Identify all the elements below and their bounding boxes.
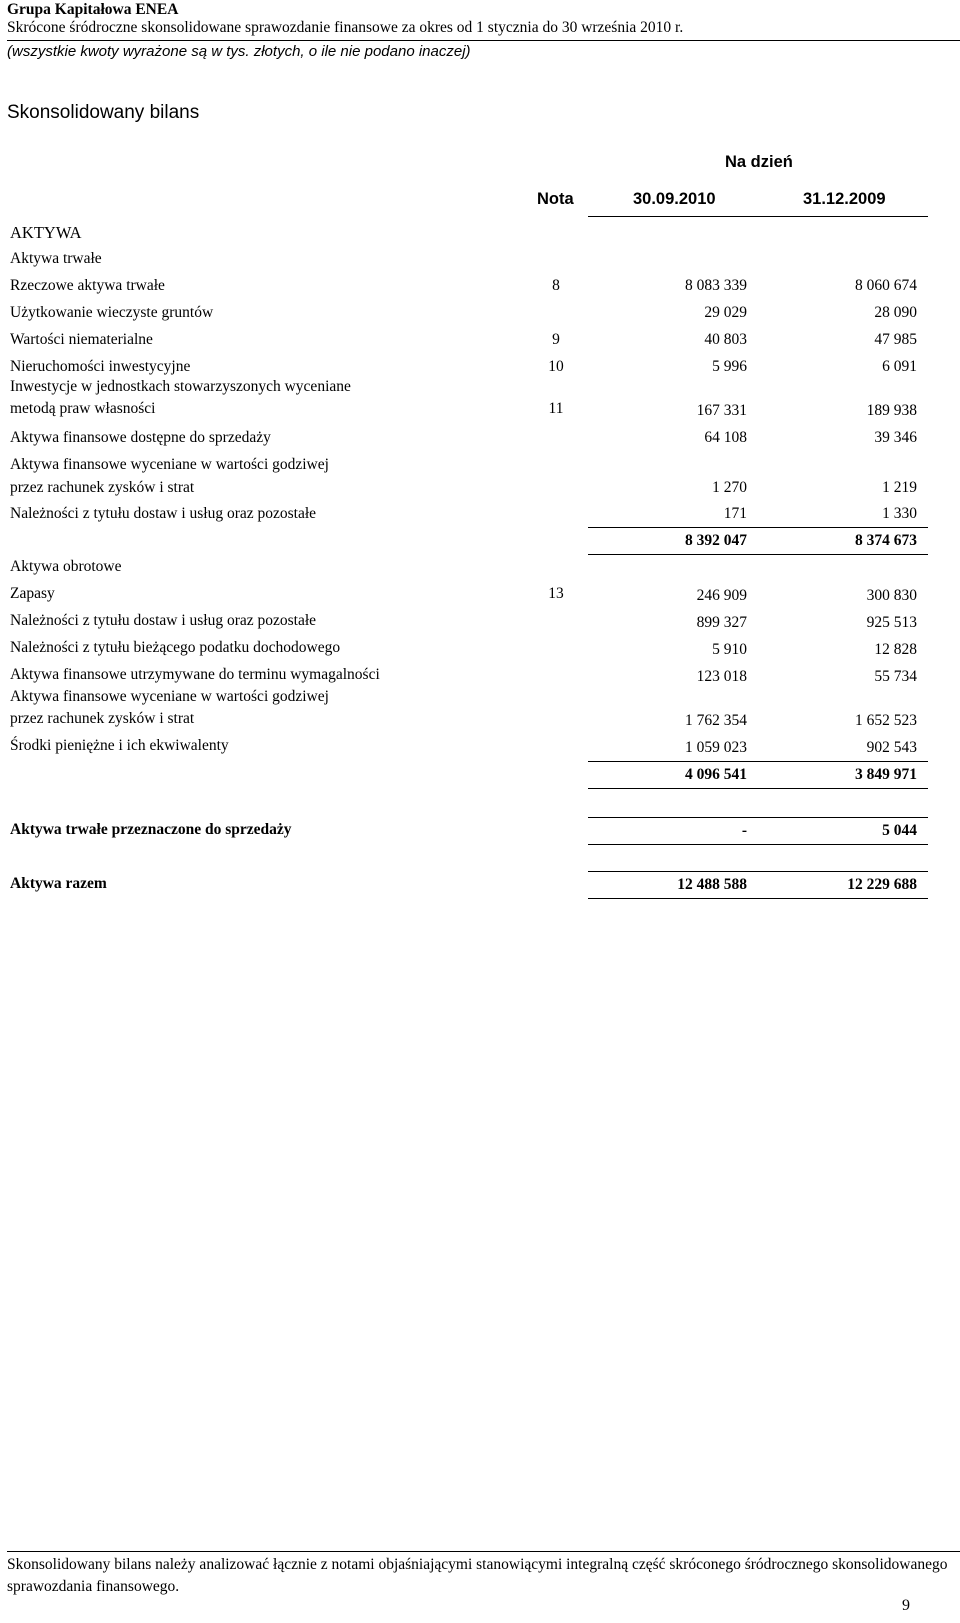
row-value-2009: 28 090 [874,304,917,321]
row-nota: 8 [552,277,560,294]
row-value-2010: 64 108 [704,429,747,446]
column-group-header: Na dzień [725,153,793,171]
row-value-2009: 1 652 523 [855,712,917,729]
held-for-sale-value-2010: - [741,822,747,839]
row-nota: 11 [548,400,564,417]
subtotal-value-2009: 3 849 971 [855,766,917,783]
row-value-2010: 899 327 [696,614,747,631]
subtotal-rule [588,527,928,528]
row-value-2010: 123 018 [696,668,747,685]
row-label-line-1: Aktywa finansowe wyceniane w wartości godziwej [10,456,329,473]
row-value-2009: 1 219 [882,479,917,496]
row-label: Zapasy [10,585,55,602]
row-label: Środki pieniężne i ich ekwiwalenty [10,737,229,754]
row-nota: 9 [552,331,560,348]
section-aktywa: AKTYWA [10,223,82,242]
row-label: Aktywa finansowe dostępne do sprzedaży [10,429,271,446]
section-aktywa-trwale: Aktywa trwałe [10,250,102,267]
row-label: Nieruchomości inwestycyjne [10,358,191,375]
row-value-2009: 39 346 [874,429,917,446]
row-label: metodą praw własności [10,400,156,417]
row-value-2010: 29 029 [704,304,747,321]
row-value-2010: 8 083 339 [685,277,747,294]
row-value-2009: 8 060 674 [855,277,917,294]
column-header-underline [588,216,928,217]
row-value-2009: 925 513 [866,614,917,631]
row-label-line-1: Inwestycje w jednostkach stowarzyszonych wyceniane [10,378,351,395]
row-value-2009: 1 330 [882,505,917,522]
row-value-2009: 47 985 [874,331,917,348]
amounts-note: (wszystkie kwoty wyrażone są w tys. złotych, o ile nie podano inaczej) [7,43,471,60]
row-label: Należności z tytułu dostaw i usług oraz pozostałe [10,612,317,629]
subtotal-value-2009: 8 374 673 [855,532,917,549]
company-name: Grupa Kapitałowa ENEA [7,1,179,18]
footer-note: Skonsolidowany bilans należy analizować łącznie z notami objaśniającymi stanowiącymi integralną część skróconego śródrocznego skonsolidowanego sprawozdania finansowego. [7,1556,948,1595]
total-assets-value-2010: 12 488 588 [677,876,747,893]
column-header-date-2: 31.12.2009 [803,190,886,208]
total-assets-rule [588,871,928,872]
row-label-line-1: Aktywa finansowe wyceniane w wartości godziwej [10,688,329,705]
held-for-sale-value-2009: 5 044 [882,822,917,839]
column-header-date-1: 30.09.2010 [633,190,716,208]
row-value-2010: 5 910 [712,641,747,658]
subtotal-underline [588,554,928,555]
page-number: 9 [902,1597,910,1614]
subtotal-underline [588,788,928,789]
row-value-2010: 1 762 354 [685,712,747,729]
row-label: Wartości niematerialne [10,331,153,348]
row-label: przez rachunek zysków i strat [10,479,195,496]
total-assets-value-2009: 12 229 688 [847,876,917,893]
section-aktywa-obrotowe: Aktywa obrotowe [10,558,122,575]
row-value-2010: 167 331 [696,402,747,419]
held-for-sale-label: Aktywa trwałe przeznaczone do sprzedaży [10,821,292,838]
header-divider [7,40,960,41]
report-subtitle: Skrócone śródroczne skonsolidowane sprawozdanie finansowe za okres od 1 stycznia do 30 września 2010 r. [7,19,684,36]
row-label: Należności z tytułu bieżącego podatku dochodowego [10,639,341,656]
held-for-sale-rule [588,817,928,818]
row-nota: 13 [548,585,564,602]
page-title: Skonsolidowany bilans [7,102,200,123]
subtotal-rule [588,761,928,762]
row-value-2009: 6 091 [882,358,917,375]
row-label: przez rachunek zysków i strat [10,710,195,727]
held-for-sale-underline [588,844,928,845]
subtotal-value-2010: 4 096 541 [685,766,747,783]
row-value-2009: 55 734 [874,668,917,685]
row-value-2009: 189 938 [866,402,917,419]
row-label: Użytkowanie wieczyste gruntów [10,304,214,321]
row-value-2009: 902 543 [866,739,917,756]
row-value-2009: 300 830 [866,587,917,604]
total-assets-underline [588,898,928,899]
total-assets-label: Aktywa razem [10,875,107,892]
row-nota: 10 [548,358,564,375]
row-label: Należności z tytułu dostaw i usług oraz pozostałe [10,505,317,522]
row-label: Aktywa finansowe utrzymywane do terminu wymagalności [10,666,380,683]
row-value-2010: 1 059 023 [685,739,747,756]
column-header-nota: Nota [537,190,574,208]
row-value-2010: 5 996 [712,358,747,375]
footer-divider [7,1551,960,1552]
subtotal-value-2010: 8 392 047 [685,532,747,549]
row-value-2010: 171 [723,505,747,522]
row-value-2010: 246 909 [696,587,747,604]
row-value-2009: 12 828 [874,641,917,658]
row-value-2010: 40 803 [704,331,747,348]
row-value-2010: 1 270 [712,479,747,496]
row-label: Rzeczowe aktywa trwałe [10,277,165,294]
